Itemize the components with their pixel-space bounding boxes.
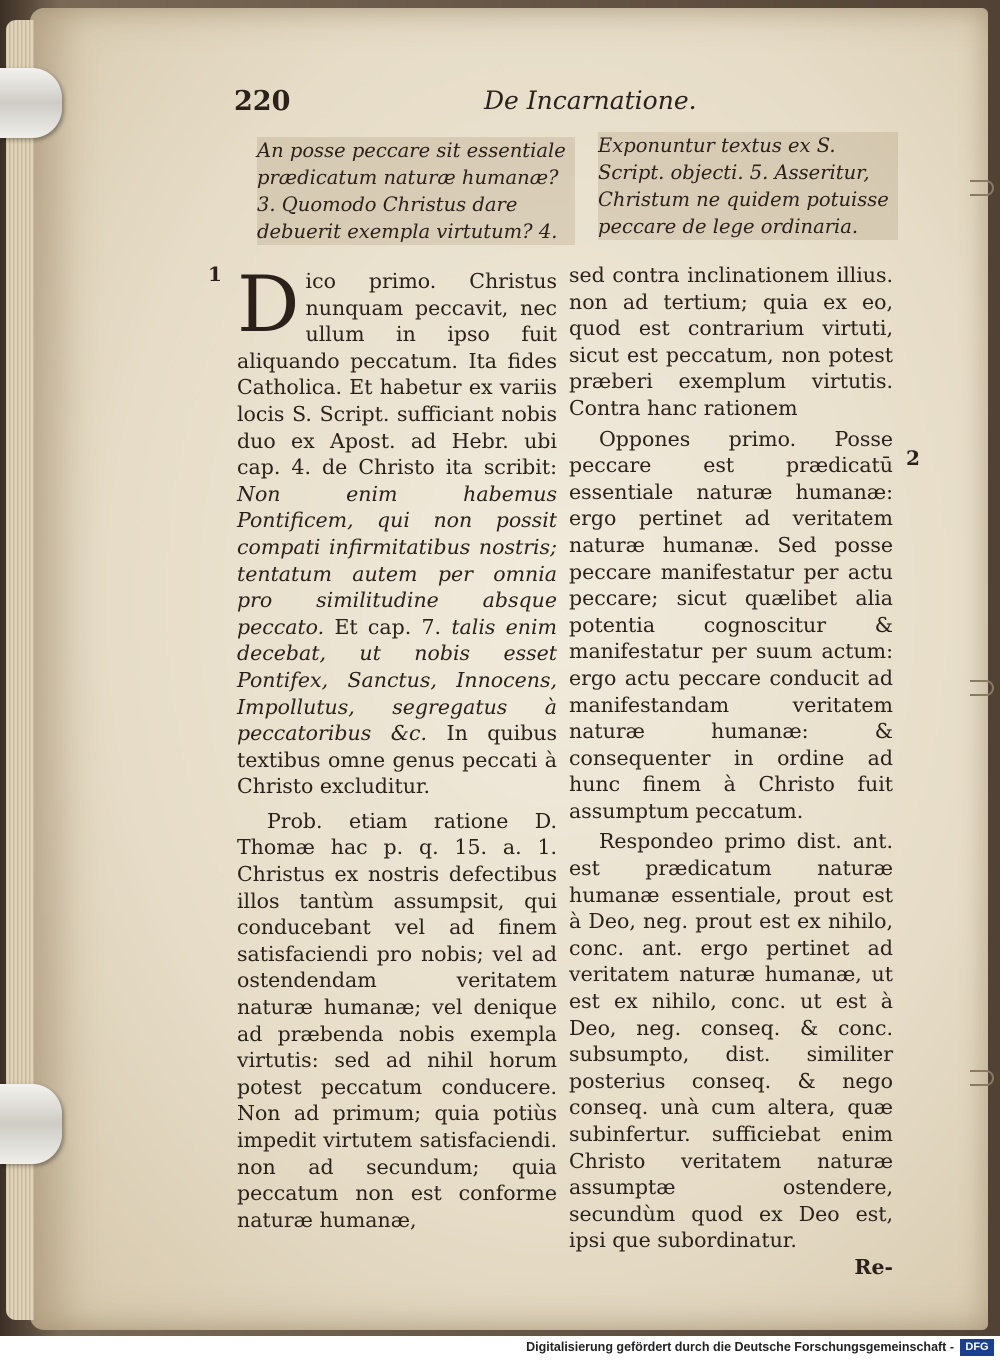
paragraph-text: Et cap. 7. xyxy=(324,614,452,639)
left-column xyxy=(237,260,557,1233)
paragraph xyxy=(237,260,557,800)
summary-right: Exponuntur textus ex S. Script. objecti. 5. Asseritur, Christum ne quidem potuisse peccare de lege ordinaria. xyxy=(598,132,898,240)
dfg-logo-icon: DFG xyxy=(960,1339,994,1356)
paragraph: Oppones primo. Posse peccare est prædicatū essentiale naturæ humanæ: ergo pertinet ad veritatem naturæ humanæ. Sed posse peccare manifestatur per actu peccare; sicut quælibet alia potentia cognoscitur & manifestatur per suum actum: ergo actu peccare conducit ad manifestandam veritatem naturæ humanæ: & consequenter in ordine ad hunc finem à Christo fuit assumptum peccatum. xyxy=(569,426,893,823)
summary-left: An posse peccare sit essentiale prædicatum naturæ humanæ? 3. Quomodo Christus dare debuerit exempla virtutum? 4. xyxy=(257,137,575,245)
drop-capital: D xyxy=(237,260,300,350)
paragraph: Respondeo primo dist. ant. est prædicatum naturæ humanæ essentiale, prout est à Deo, neg. prout est ex nihilo, conc. ant. ergo pertinet ad veritatem naturæ humanæ, ut est ex nihilo, conc. ut est à Deo, neg. conseq. & conc. subsumpto, dist. similiter posterius conseq. & nego conseq. unà cum altera, quæ subinfertur. sufficiebat enim Christo veritatem naturæ assumptæ ostendere, secundùm quod ex Deo est, ipsi que subordinatur. xyxy=(569,829,893,1253)
paragraph-text: In quibus textibus omne genus peccati à Christo excluditur. xyxy=(237,721,557,799)
scripture-quote: talis enim decebat, ut nobis esset Pontifex, Sanctus, Innocens, Impollutus, segregatus à peccatoribus &c. xyxy=(237,614,557,746)
paragraph: Prob. etiam ratione D. Thomæ hac p. q. 15. a. 1. Christus ex nostris defectibus illos tantùm assumpsit, qui conducebant vel ad finem satisfaciendi pro nobis; vel ad ostendendam veritatem naturæ humanæ; vel denique ad præbenda nobis exempla virtutis: sed ad nihil horum potest peccatum conducere. Non ad primum; quia potiùs impedit virtutem satisfaciendi. non ad secundum; quia peccatum non est conforme naturæ humanæ, xyxy=(237,808,557,1232)
binding-ring xyxy=(970,180,994,196)
paragraph: sed contra inclinationem illius. non ad tertium; quia ex eo, quod est contrarium virtuti, sicut est peccatum, non potest præberi exemplum virtutis. Contra hanc rationem xyxy=(569,263,893,420)
marginal-note-right: 2 xyxy=(906,446,920,470)
page-clip-bottom xyxy=(0,1084,62,1164)
scripture-quote: Non enim habemus Pontificem, qui non possit compati infirmitatibus nostris; tentatum autem per omnia pro similitudine absque peccato. xyxy=(237,481,557,639)
catchword: Re- xyxy=(854,1254,893,1279)
binding-ring xyxy=(970,680,994,696)
running-title: De Incarnatione. xyxy=(484,86,697,115)
running-head xyxy=(0,86,1000,126)
footer-credit: Digitalisierung gefördert durch die Deutsche Forschungsgemeinschaft - xyxy=(526,1340,954,1354)
footer-bar xyxy=(0,1336,1000,1360)
right-column xyxy=(569,262,893,1281)
page-number: 220 xyxy=(234,86,291,117)
paragraph-text: ico primo. Christus nunquam peccavit, nec ullum in ipso fuit aliquando peccatum. Ita fides Catholica. Et habetur ex variis locis S. Script. sufficiant nobis duo ex Apost. ad Hebr. ubi cap. 4. de Christo ita scribit: xyxy=(237,269,557,480)
binding-ring xyxy=(970,1070,994,1086)
marginal-note-left: 1 xyxy=(208,262,222,286)
